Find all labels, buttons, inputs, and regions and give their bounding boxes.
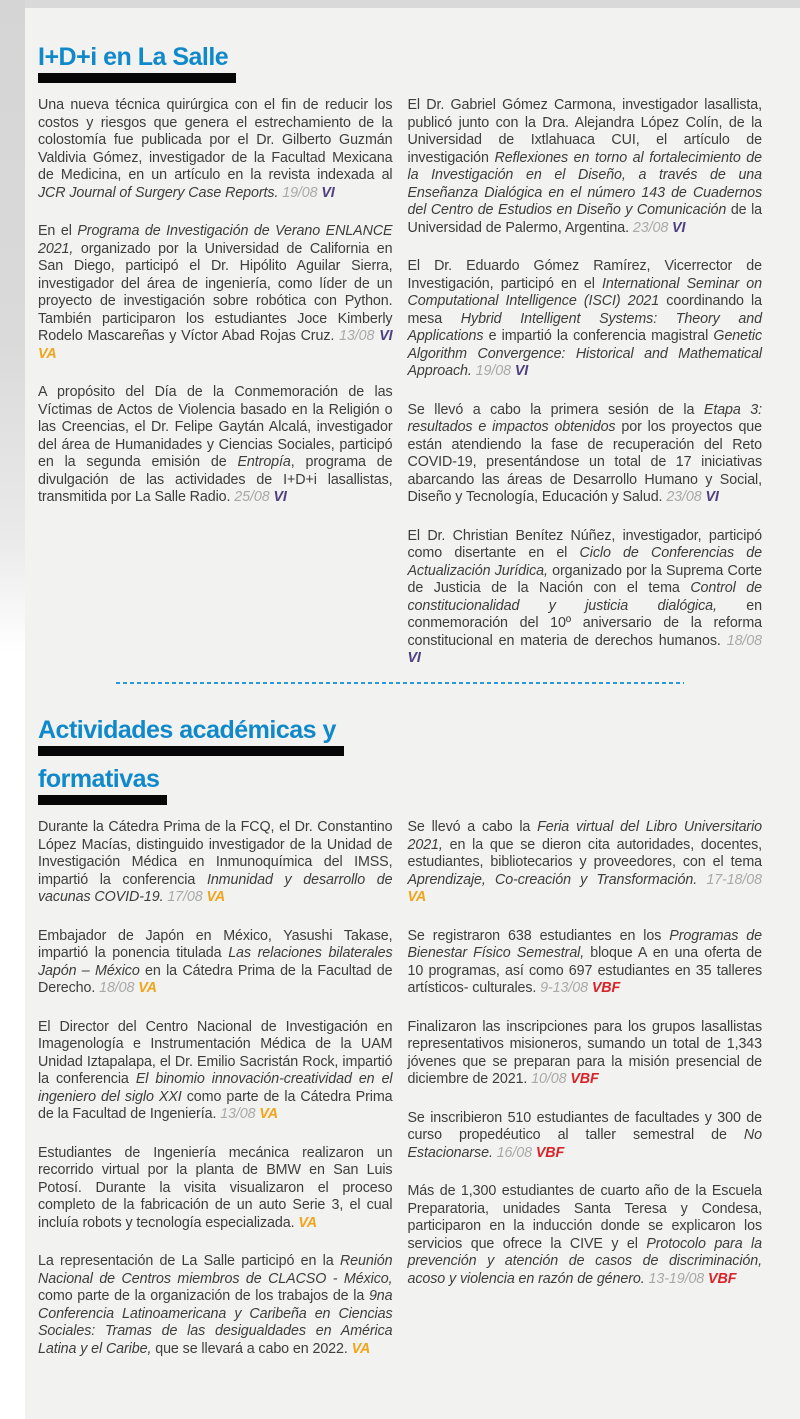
date-stamp: 13/08 xyxy=(339,328,375,345)
tag-vbf: VBF xyxy=(570,1071,599,1088)
italic-title-run: Reunión Nacional de Centros miembros de CLACSO - México, xyxy=(38,1253,393,1287)
date-stamp: 16/08 xyxy=(496,1144,532,1161)
body-text-run: en la Cátedra Prima de la Facultad de Derecho. xyxy=(38,962,393,997)
title-underline-bar xyxy=(38,73,236,83)
body-text-run: El Dr. Gabriel Gómez Carmona, investigador lasallista, publicó junto con la Dra. Alejandra López Colín, de la Universidad de Ixtlahuaca CUI, el artículo de investigación xyxy=(407,97,762,166)
section-title: I+D+i en La Salle xyxy=(38,43,229,71)
date-stamp: 13-19/08 xyxy=(648,1270,705,1287)
date-stamp: 17-18/08 xyxy=(706,871,762,888)
body-text-run: en conmemoración del 10º aniversario de la reforma constitucional en materia de derechos humanos. xyxy=(407,597,763,649)
two-column-layout xyxy=(38,819,762,1358)
body-text-run: Más de 1,300 estudiantes de cuarto año de la Escuela Preparatoria, unidades Santa Teresa y Condesa, participaron en la inducción donde se explicaron los servicios que ofrece la CIVE y el xyxy=(407,1183,762,1252)
news-item xyxy=(408,258,763,381)
body-text-run: El Director del Centro Nacional de Investigación en Imagenología e Instrumentación Médica de la UAM Unidad Iztapalapa, el Dr. Emilio Sacristán Rock, impartió la conferencia xyxy=(38,1018,393,1088)
section-title-line xyxy=(38,44,228,83)
italic-title-run: JCR Journal of Surgery Case Reports. xyxy=(38,184,279,201)
news-item xyxy=(408,1110,763,1163)
body-text-run: Durante la Cátedra Prima de la FCQ, el Dr. Constantino López Macías, distinguido investigador de la Unidad de Investigación Médica en Inmunoquímica del IMSS, impartió la conferencia xyxy=(38,819,393,888)
italic-title-run: Aprendizaje, Co-creación y Transformación. xyxy=(407,871,698,888)
body-text-run: Estudiantes de Ingeniería mecánica realizaron un recorrido virtual por la planta de BMW en San Luis Potosí. Durante la visita visualizaron el proceso completo de la fabricación de un auto Serie 3, el cual incluía robots y tecnología especializada. xyxy=(38,1144,393,1231)
date-stamp: 19/08 xyxy=(282,184,318,201)
news-item xyxy=(38,1253,393,1358)
body-text-run: Finalizaron las inscripciones para los grupos lasallistas representativos misioneros, sumando un total de 1,343 jóvenes que se preparan para la misión presencial de diciembre de 2021. xyxy=(407,1018,762,1088)
section-heading xyxy=(38,44,762,83)
body-text-run: Se registraron 638 estudiantes en los xyxy=(407,927,670,944)
page-left-edge xyxy=(0,0,25,1419)
tag-vbf: VBF xyxy=(591,980,621,997)
body-text-run: , programa de divulgación de las actividades de I+D+i lasallistas, transmitida por La Salle Radio. xyxy=(38,454,393,506)
body-text-run: Se llevó a cabo la primera sesión de la xyxy=(407,401,704,418)
date-stamp: 19/08 xyxy=(475,363,511,380)
italic-title-run: Etapa 3: resultados e impactos obtenidos xyxy=(407,401,762,436)
body-text-run: Se inscribieron 510 estudiantes de facultades y 300 de curso propedéutico al taller semestral de xyxy=(407,1109,762,1144)
tag-vi: VI xyxy=(514,363,529,380)
body-text-run: como parte de la organización de los trabajos de la xyxy=(38,1288,369,1305)
date-stamp: 18/08 xyxy=(726,632,762,649)
italic-title-run: No Estacionarse. xyxy=(407,1127,762,1161)
tag-vi: VI xyxy=(672,219,686,236)
section-title-line xyxy=(38,717,336,756)
body-text-run: organizado por la Universidad de California en San Diego, participó el Dr. Hipólito Aguilar Sierra, investigador del área de ingeniería, como líder de un proyecto de investigación sobre robótica con Python. También participaron los estudiantes Joce Kimberly Rodelo Mascareñas y Víctor Abad Rojas Cruz. xyxy=(38,240,393,345)
news-item xyxy=(408,819,763,907)
body-text-run: que se llevará a cabo en 2022. xyxy=(151,1340,348,1357)
page-content xyxy=(38,0,762,1358)
news-item xyxy=(408,1183,763,1288)
italic-title-run: Inmunidad y desarrollo de vacunas COVID-19. xyxy=(38,871,393,906)
tag-va: VA xyxy=(298,1214,317,1231)
news-item xyxy=(408,928,763,998)
news-item xyxy=(38,223,393,363)
italic-title-run: Genetic Algorithm Convergence: Historical and Mathematical Approach. xyxy=(407,328,762,380)
news-item xyxy=(38,97,393,202)
body-text-run: como parte de la Cátedra Prima de la Facultad de Ingeniería. xyxy=(38,1088,393,1123)
body-text-run: A propósito del Día de la Conmemoración de las Víctimas de Actos de Violencia basado en la Religión o las Creencias, el Dr. Felipe Gaytán Alcalá, investigador del área de Humanidades y Ciencias Sociales, participó en la segunda emisión de xyxy=(38,384,393,471)
italic-title-run: El binomio innovación-creatividad en el ingeniero del siglo XXI xyxy=(38,1071,393,1105)
news-item xyxy=(408,1019,763,1089)
body-text-run: El Dr. Christian Benítez Núñez, investigador, participó como disertante en el xyxy=(407,527,762,562)
italic-title-run: Reflexiones en torno al fortalecimiento de la Investigación en el Diseño, a través de una Enseñanza Dialógica en el número 143 de Cuadernos del Centro de Estudios en Diseño y Comunicación xyxy=(407,149,762,219)
section-heading xyxy=(38,717,762,806)
body-text-run: Embajador de Japón en México, Yasushi Takase, impartió la ponencia titulada xyxy=(38,927,393,962)
title-underline-bar xyxy=(38,746,344,756)
news-item xyxy=(408,528,763,668)
italic-title-run: International Seminar on Computational Intelligence (ISCI) 2021 xyxy=(407,275,763,310)
tag-va: VA xyxy=(351,1340,371,1357)
tag-vbf: VBF xyxy=(535,1144,565,1161)
tag-va: VA xyxy=(206,889,226,906)
italic-title-run: Entropía xyxy=(237,454,291,471)
date-stamp: 10/08 xyxy=(531,1071,567,1088)
italic-title-run: Ciclo de Conferencias de Actualización Jurídica, xyxy=(407,545,763,579)
italic-title-run: Feria virtual del Libro Universitario 2021, xyxy=(407,819,763,853)
news-item xyxy=(408,402,763,507)
italic-title-run: Programa de Investigación de Verano ENLANCE 2021, xyxy=(38,223,393,257)
date-stamp: 17/08 xyxy=(167,889,203,906)
italic-title-run: Control de constitucionalidad y justicia dialógica, xyxy=(407,580,762,614)
tag-vi: VI xyxy=(321,184,335,201)
news-item xyxy=(38,928,393,998)
italic-title-run: Hybrid Intelligent Systems: Theory and Applications xyxy=(407,310,762,345)
two-column-layout xyxy=(38,97,762,668)
italic-title-run: Protocolo para la prevención y atención de casos de discriminación, acoso y violencia en razón de género. xyxy=(407,1235,762,1287)
date-stamp: 18/08 xyxy=(99,980,135,997)
section-idi-la-salle xyxy=(38,44,762,668)
date-stamp: 25/08 xyxy=(234,489,270,506)
italic-title-run: Las relaciones bilaterales Japón – México xyxy=(38,945,393,979)
body-text-run: La representación de La Salle participó en la xyxy=(38,1253,340,1270)
body-text-run: por los proyectos que están atendiendo la fase de recuperación del Reto COVID-19, presentándose un total de 17 iniciativas abarcando las áreas de Desarrollo Humano y Social, Diseño y Tecnología, Educación y Salud. xyxy=(407,419,762,506)
body-text-run: de la Universidad de Palermo, Argentina. xyxy=(407,202,763,236)
tag-vbf: VBF xyxy=(708,1270,737,1287)
tag-vi: VI xyxy=(407,650,421,667)
body-text-run: En el xyxy=(38,223,78,240)
date-stamp: 23/08 xyxy=(666,489,702,506)
column-1 xyxy=(38,819,393,1358)
tag-va: VA xyxy=(38,345,57,362)
news-item xyxy=(38,819,393,907)
italic-title-run: 9na Conferencia Latinoamericana y Caribeña en Ciencias Sociales: Tramas de las desigualdades en América Latina y el Caribe, xyxy=(38,1288,393,1357)
tag-va: VA xyxy=(407,889,427,906)
section-actividades-academicas xyxy=(38,717,762,1359)
title-underline-bar xyxy=(38,795,167,805)
body-text-run: coordinando la mesa xyxy=(407,293,762,327)
section-title: formativas xyxy=(38,765,160,793)
body-text-run: Una nueva técnica quirúrgica con el fin de reducir los costos y riesgos que genera el estrechamiento de la colostomía fue publicada por el Dr. Gilberto Guzmán Valdivia Gómez, investigador de la Facultad Mexicana de Medicina, en un artículo en la revista indexada al xyxy=(38,97,393,184)
italic-title-run: Programas de Bienestar Físico Semestral, xyxy=(407,927,762,962)
date-stamp: 13/08 xyxy=(220,1106,256,1123)
column-2 xyxy=(408,819,763,1358)
tag-vi: VI xyxy=(273,489,287,506)
body-text-run: El Dr. Eduardo Gómez Ramírez, Vicerrector de Investigación, participó en el xyxy=(407,258,762,292)
body-text-run: bloque A en una oferta de 10 programas, así como 697 estudiantes en 35 talleres artísticos- culturales. xyxy=(407,945,763,997)
section-title: Actividades académicas y xyxy=(38,715,336,744)
date-stamp: 23/08 xyxy=(632,219,669,236)
news-item xyxy=(38,1019,393,1124)
tag-va: VA xyxy=(138,980,157,997)
news-item xyxy=(38,384,393,507)
body-text-run: e impartió la conferencia magistral xyxy=(483,328,714,345)
body-text-run: Se llevó a cabo la xyxy=(407,819,538,836)
body-text-run: en la que se dieron cita autoridades, docentes, estudiantes, bibliotecarios y proveedores, con el tema xyxy=(407,836,762,871)
news-item xyxy=(38,1145,393,1233)
tag-va: VA xyxy=(259,1106,278,1123)
tag-vi: VI xyxy=(379,328,393,345)
section-title-line xyxy=(38,766,159,805)
tag-vi: VI xyxy=(705,489,719,506)
column-1 xyxy=(38,97,393,668)
column-2 xyxy=(408,97,763,668)
news-item xyxy=(408,97,763,237)
section-divider xyxy=(116,682,684,684)
body-text-run: organizado por la Suprema Corte de Justicia de la Nación con el tema xyxy=(407,562,762,597)
date-stamp: 9-13/08 xyxy=(540,980,588,997)
